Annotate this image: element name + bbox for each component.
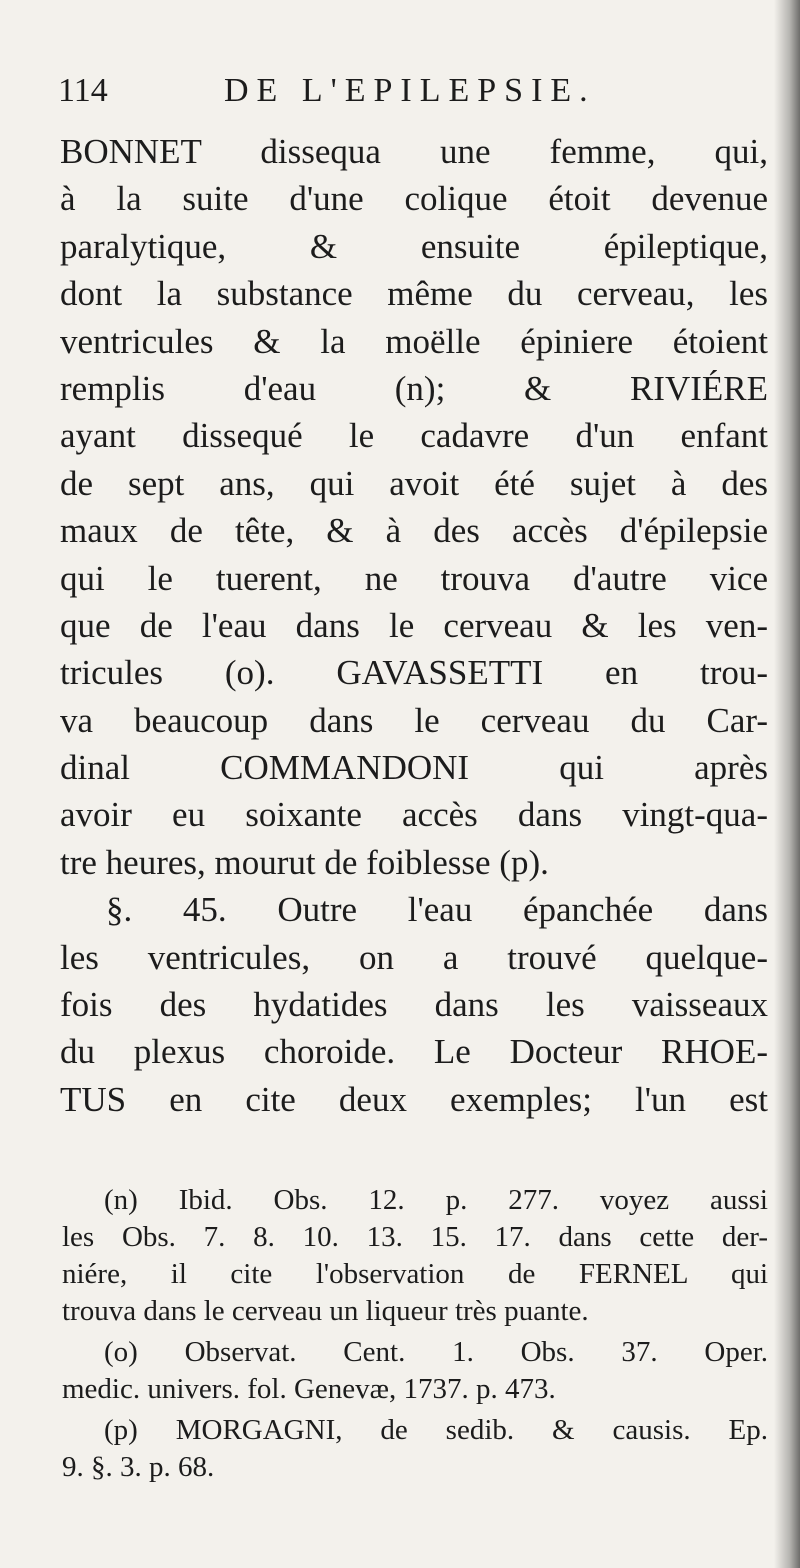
footnote-line: (n) Ibid. Obs. 12. p. 277. voyez aussi — [104, 1184, 768, 1216]
footnotes — [62, 1182, 768, 1486]
running-title: DE L'EPILEPSIE. — [224, 72, 596, 109]
text-line: qui le tuerent, ne trouva d'autre vice — [60, 558, 768, 598]
text-line: tricules (o). GAVASSETTI en trou- — [60, 653, 768, 693]
footnote-line: (o) Observat. Cent. 1. Obs. 37. Oper. — [104, 1336, 768, 1368]
text-line: tre heures, mourut de foiblesse (p). — [60, 842, 549, 882]
text-line: du plexus choroide. Le Docteur RHOE- — [60, 1032, 768, 1072]
text-line: §. 45. Outre l'eau épanchée dans — [106, 890, 768, 930]
text-line: que de l'eau dans le cerveau & les ven- — [60, 605, 768, 645]
text-line: ayant dissequé le cadavre d'un enfant — [60, 416, 768, 456]
text-line: ventricules & la moëlle épiniere étoient — [60, 321, 768, 361]
page-header — [58, 66, 758, 116]
footnote-line: trouva dans le cerveau un liqueur très puante. — [62, 1295, 589, 1327]
footnote-line: niére, il cite l'observation de FERNEL qui — [62, 1258, 768, 1290]
footnote-line: 9. §. 3. p. 68. — [62, 1451, 215, 1483]
text-line: paralytique, & ensuite épileptique, — [60, 226, 768, 266]
text-line: va beaucoup dans le cerveau du Car- — [60, 700, 768, 740]
text-line: BONNET dissequa une femme, qui, — [60, 132, 768, 171]
text-line: à la suite d'une colique étoit devenue — [60, 179, 768, 219]
footnote-line: medic. univers. fol. Genevæ, 1737. p. 473. — [62, 1373, 556, 1405]
text-line: les ventricules, on a trouvé quelque- — [60, 937, 768, 977]
text-line: maux de tête, & à des accès d'épilepsie — [60, 511, 768, 551]
text-line: avoir eu soixante accès dans vingt-qua- — [60, 795, 768, 835]
page-gutter-shadow — [774, 0, 800, 1568]
text-line: dinal COMMANDONI qui après — [60, 748, 768, 788]
footnote-line: (p) MORGAGNI, de sedib. & causis. Ep. — [104, 1414, 768, 1446]
text-line: TUS en cite deux exemples; l'un est — [60, 1079, 768, 1119]
page-number: 114 — [58, 72, 108, 109]
text-line: de sept ans, qui avoit été sujet à des — [60, 463, 768, 503]
text-line: fois des hydatides dans les vaisseaux — [60, 985, 768, 1025]
text-line: dont la substance même du cerveau, les — [60, 274, 768, 314]
footnote-line: les Obs. 7. 8. 10. 13. 15. 17. dans cette der- — [62, 1221, 768, 1253]
main-text — [60, 128, 768, 1123]
text-line: remplis d'eau (n); & RIVIÉRE — [60, 368, 768, 408]
